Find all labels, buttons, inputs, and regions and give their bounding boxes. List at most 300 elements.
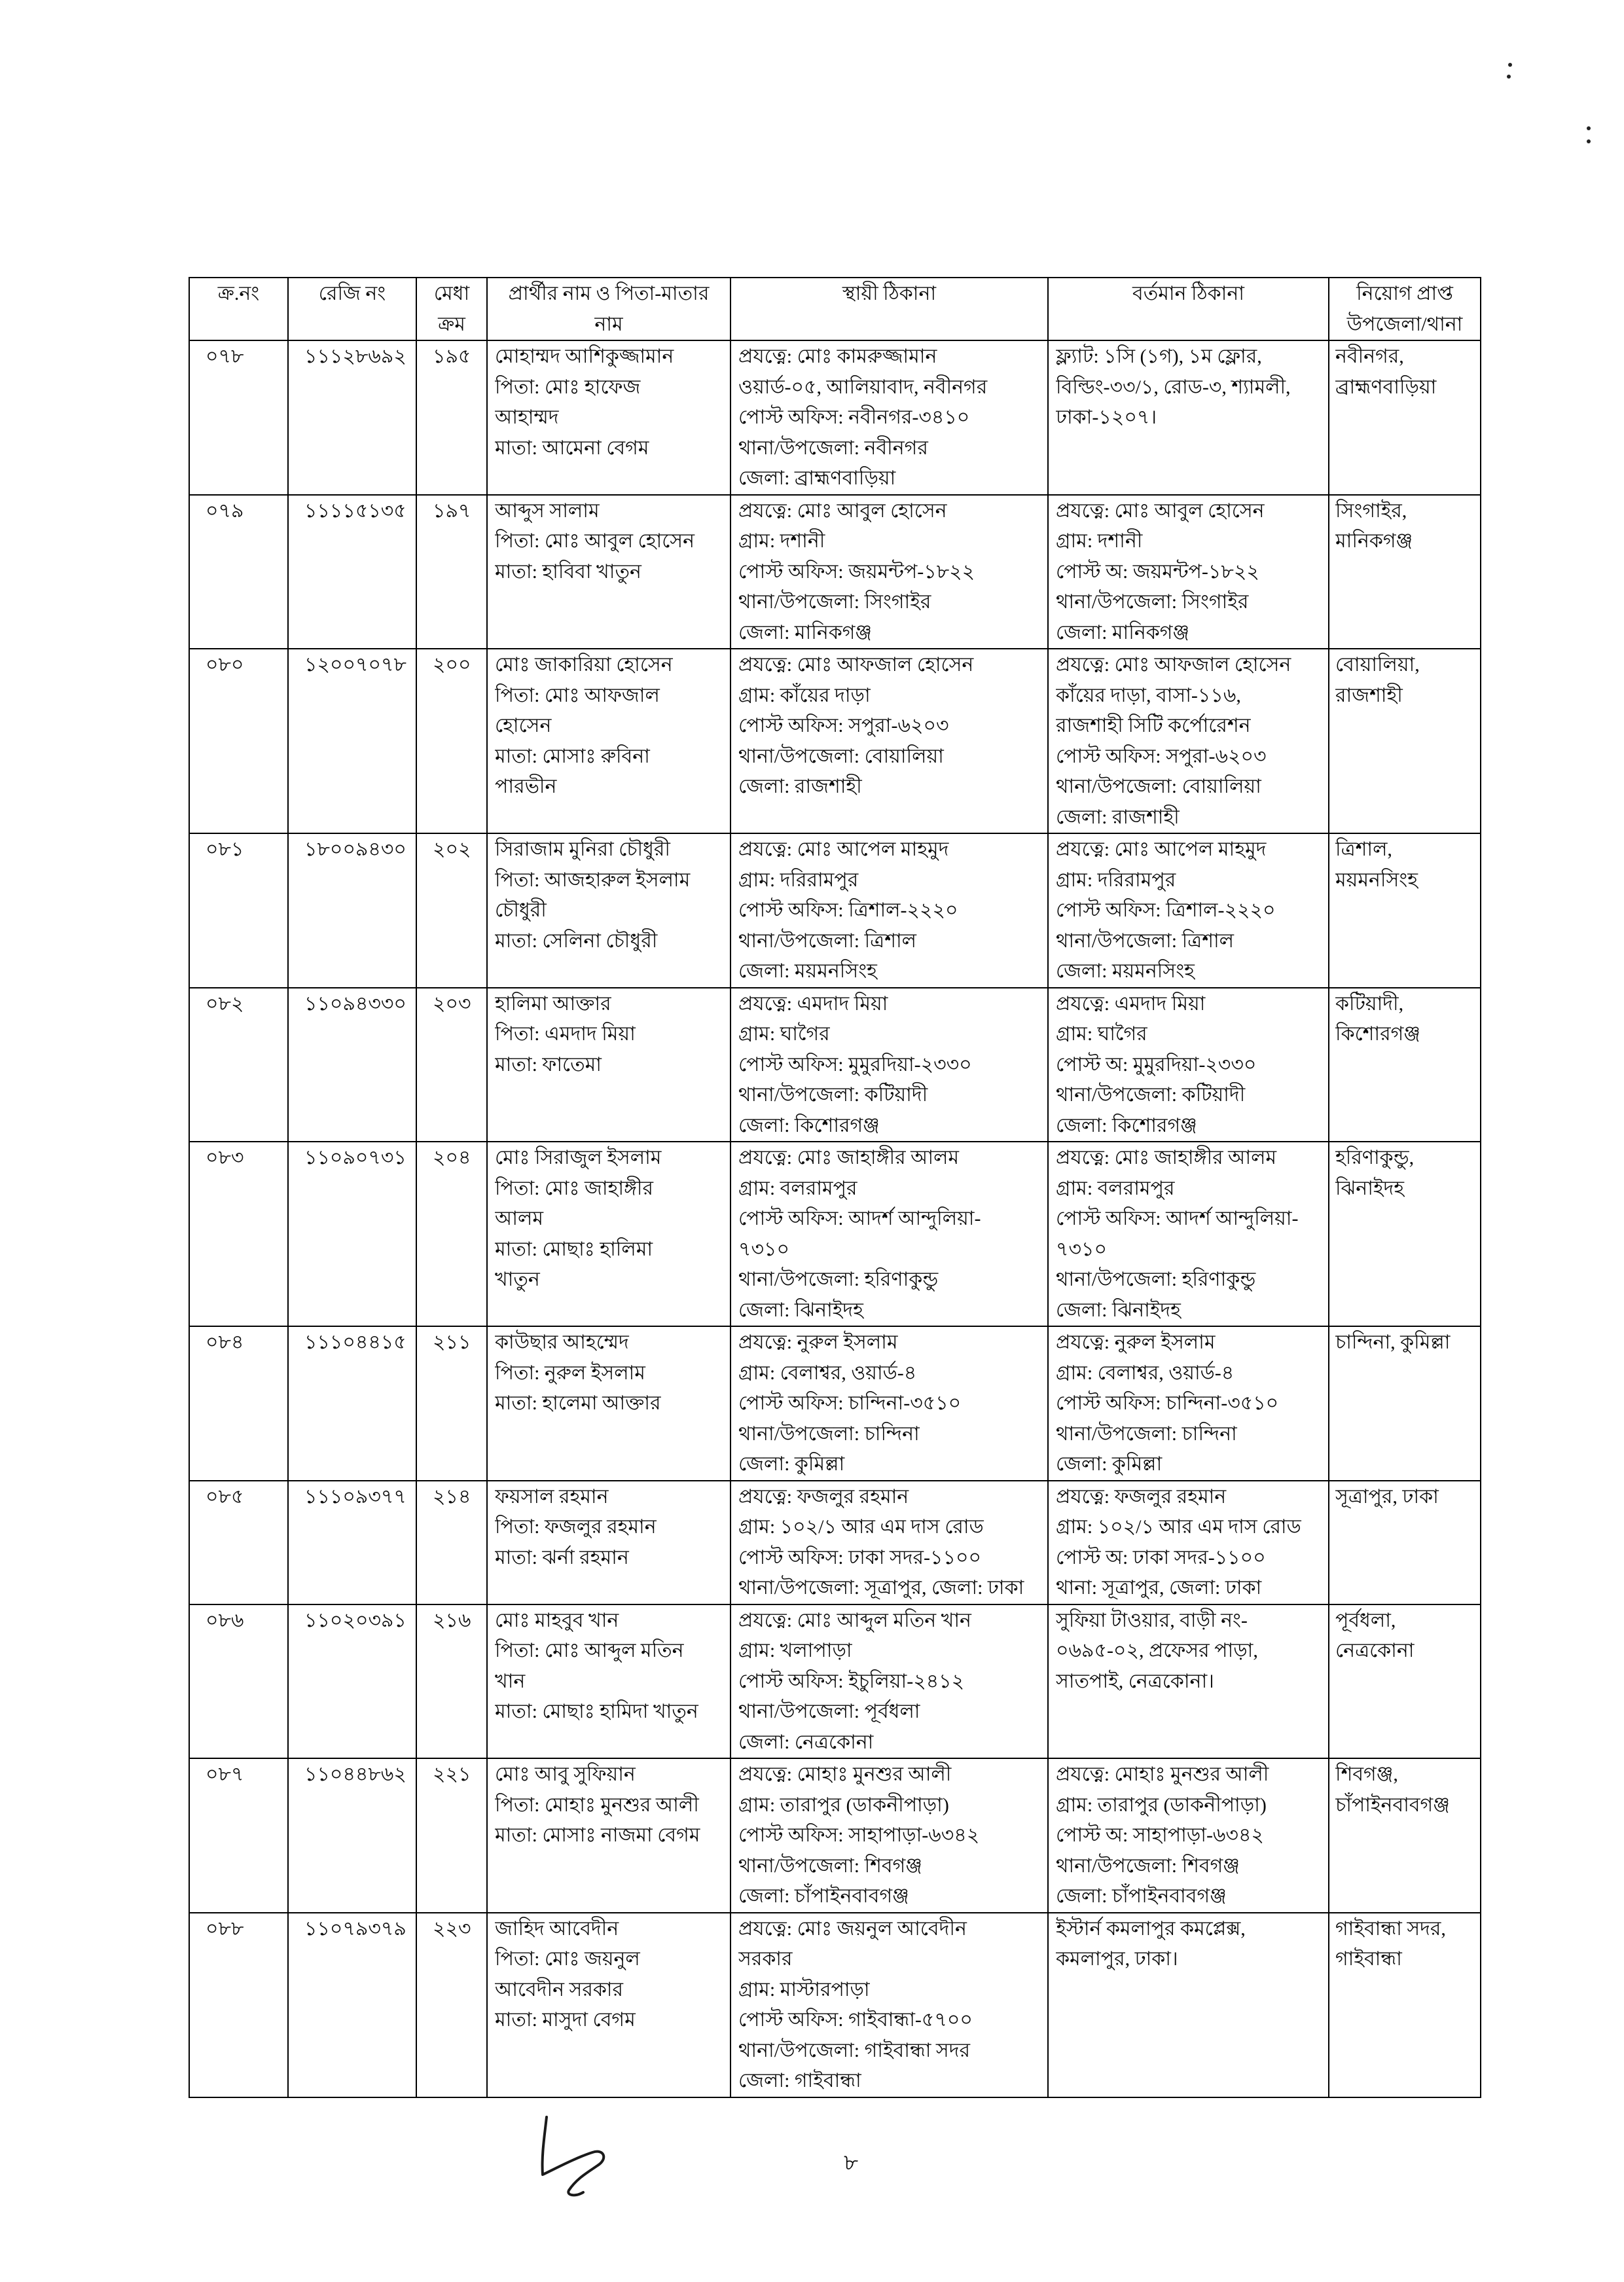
cell-line: পিতা: মোঃ জাহাঙ্গীর xyxy=(495,1177,653,1199)
cell-line: প্রযত্নে: এমদাদ মিয়া xyxy=(738,992,888,1015)
permanent-address-cell xyxy=(731,1326,1048,1481)
cell-line: প্রযত্নে: মোহাঃ মুনশুর আলী xyxy=(1056,1764,1269,1785)
merit-rank-cell xyxy=(416,988,487,1142)
cell-line: পোস্ট অফিস: ত্রিশাল-২২২০ xyxy=(1056,899,1276,921)
cell-line: প্রযত্নে: এমদাদ মিয়া xyxy=(1056,992,1206,1015)
merit-rank-cell xyxy=(416,1481,487,1604)
header-line: বর্তমান ঠিকানা xyxy=(1132,283,1244,304)
cell-line: কটিয়াদী, xyxy=(1335,992,1404,1015)
cell-line: ০৮৬ xyxy=(206,1609,244,1631)
cell-line: থানা/উপজেলা: শিবগঞ্জ xyxy=(738,1855,922,1877)
cell-line: থানা/উপজেলা: পূর্বধলা xyxy=(738,1701,920,1722)
table-header-row xyxy=(189,278,1481,340)
candidate-name-cell xyxy=(487,1142,731,1326)
cell-line: থানা/উপজেলা: সিংগাইর xyxy=(1056,591,1249,613)
posting-upazila-cell xyxy=(1329,340,1481,495)
cell-line: থানা/উপজেলা: বোয়ালিয়া xyxy=(1056,776,1261,797)
permanent-address-cell xyxy=(731,1758,1048,1913)
cell-line: জেলা: ব্রাহ্মণবাড়িয়া xyxy=(738,467,896,489)
cell-line: পোস্ট অফিস: আদর্শ আন্দুলিয়া- xyxy=(1056,1208,1299,1229)
table-row xyxy=(189,988,1481,1142)
candidate-name-cell xyxy=(487,1481,731,1604)
cell-line: ২০০ xyxy=(433,654,471,676)
cell-line: পোস্ট অফিস: নবীনগর-৩৪১০ xyxy=(738,407,970,428)
cell-line: পোস্ট অ: জয়মন্টপ-১৮২২ xyxy=(1056,560,1259,583)
cell-line: ০৬৯৫-০২, প্রফেসর পাড়া, xyxy=(1056,1640,1258,1661)
cell-line: ৭৩১০ xyxy=(738,1238,789,1260)
present-address-cell xyxy=(1048,1142,1329,1326)
serial-number-cell xyxy=(189,1913,288,2097)
permanent-address-cell xyxy=(731,495,1048,649)
posting-upazila-cell xyxy=(1329,1326,1481,1481)
cell-line: থানা/উপজেলা: শিবগঞ্জ xyxy=(1056,1855,1240,1877)
cell-line: ২০৪ xyxy=(433,1147,471,1168)
table-row xyxy=(189,340,1481,495)
cell-line: জেলা: রাজশাহী xyxy=(1056,806,1180,828)
cell-line: প্রযত্নে: মোঃ আপেল মাহমুদ xyxy=(738,839,949,860)
serial-number-cell xyxy=(189,340,288,495)
cell-line: আহাম্মদ xyxy=(495,407,559,428)
cell-line: প্রযত্নে: মোঃ আবুল হোসেন xyxy=(1056,499,1265,522)
merit-rank-cell xyxy=(416,1913,487,2097)
merit-rank-cell xyxy=(416,1326,487,1481)
merit-rank-cell xyxy=(416,1758,487,1913)
serial-number-cell xyxy=(189,1326,288,1481)
candidate-name-cell xyxy=(487,833,731,988)
cell-line: জেলা: চাঁপাইনবাবগঞ্জ xyxy=(1056,1885,1227,1907)
cell-line: জেলা: কুমিল্লা xyxy=(1056,1453,1163,1475)
merit-rank-cell xyxy=(416,1604,487,1759)
cell-line: খান xyxy=(495,1670,526,1692)
cell-line: প্রযত্নে: মোঃ আপেল মাহমুদ xyxy=(1056,839,1267,860)
present-address-cell xyxy=(1048,495,1329,649)
cell-line: গ্রাম: তারাপুর (ডাকনীপাড়া) xyxy=(1056,1794,1267,1816)
header-line: মেধা xyxy=(433,283,470,304)
cell-line: পিতা: আজহারুল ইসলাম xyxy=(495,869,691,891)
cell-line: পোস্ট অফিস: জয়মন্টপ-১৮২২ xyxy=(738,560,975,583)
cell-line: শিবগঞ্জ, xyxy=(1335,1764,1398,1785)
present-address-cell xyxy=(1048,1604,1329,1759)
cell-line: পোস্ট অফিস: ইচুলিয়া-২৪১২ xyxy=(738,1670,965,1692)
cell-line: ফয়সাল রহমান xyxy=(495,1485,609,1508)
serial-number-cell xyxy=(189,1604,288,1759)
registration-number-cell xyxy=(288,1604,416,1759)
cell-line: থানা/উপজেলা: ত্রিশাল xyxy=(1056,930,1235,952)
cell-line: পোস্ট অফিস: গাইবান্ধা-৫৭০০ xyxy=(738,2009,973,2031)
serial-number-cell xyxy=(189,495,288,649)
header-merit-rank xyxy=(416,278,487,340)
cell-line: খাতুন xyxy=(495,1269,540,1290)
header-posting-upazila xyxy=(1329,278,1481,340)
candidate-name-cell xyxy=(487,495,731,649)
scan-mark xyxy=(1587,126,1591,130)
cell-line: থানা/উপজেলা: কটিয়াদী xyxy=(738,1084,928,1106)
scan-mark xyxy=(1587,139,1591,143)
cell-line: বোয়ালিয়া, xyxy=(1335,654,1420,676)
cell-line: মাতা: ঝর্না রহমান xyxy=(495,1546,629,1568)
cell-line: ০৭৮ xyxy=(206,346,244,367)
cell-line: গ্রাম: খলাপাড়া xyxy=(738,1640,852,1661)
cell-line: পিতা: মোঃ আফজাল xyxy=(495,684,660,706)
merit-rank-cell xyxy=(416,340,487,495)
registration-number-cell xyxy=(288,495,416,649)
table-row xyxy=(189,1326,1481,1481)
candidate-name-cell xyxy=(487,1758,731,1913)
cell-line: ০৮৩ xyxy=(206,1147,244,1168)
registration-number-cell xyxy=(288,833,416,988)
scan-mark xyxy=(1508,63,1512,67)
cell-line: প্রযত্নে: মোঃ আফজাল হোসেন xyxy=(1056,654,1291,676)
cell-line: আব্দুস সালাম xyxy=(495,499,600,522)
cell-line: জেলা: মানিকগঞ্জ xyxy=(738,621,873,643)
cell-line: চান্দিনা, কুমিল্লা xyxy=(1335,1331,1451,1353)
cell-line: ১১১২৮৬৯২ xyxy=(304,346,406,367)
present-address-cell xyxy=(1048,833,1329,988)
cell-line: প্রযত্নে: মোঃ আব্দুল মতিন খান xyxy=(738,1609,971,1631)
cell-line: পোস্ট অফিস: সপুরা-৬২০৩ xyxy=(738,715,949,736)
cell-line: পোস্ট অফিস: সপুরা-৬২০৩ xyxy=(1056,745,1267,767)
cell-line: গ্রাম: ১০২/১ আর এম দাস রোড xyxy=(1056,1516,1301,1538)
cell-line: সিরাজাম মুনিরা চৌধুরী xyxy=(495,839,670,860)
cell-line: ২১৬ xyxy=(433,1609,471,1631)
cell-line: থানা/উপজেলা: হরিণাকুন্ডু xyxy=(1056,1269,1256,1290)
cell-line: ০৮৪ xyxy=(206,1331,244,1353)
cell-line: জেলা: চাঁপাইনবাবগঞ্জ xyxy=(738,1885,909,1907)
candidate-name-cell xyxy=(487,1326,731,1481)
cell-line: মোহাম্মদ আশিকুজ্জামান xyxy=(495,346,674,367)
cell-line: পিতা: মোঃ আবুল হোসেন xyxy=(495,530,695,552)
cell-line: প্রযত্নে: নুরুল ইসলাম xyxy=(738,1331,898,1353)
header-line: স্থায়ী ঠিকানা xyxy=(842,283,937,304)
header-line: নিয়োগ প্রাপ্ত xyxy=(1356,283,1453,304)
cell-line: গ্রাম: কাঁয়ের দাড়া xyxy=(738,684,871,706)
cell-line: মোঃ সিরাজুল ইসলাম xyxy=(495,1147,662,1168)
present-address-cell xyxy=(1048,649,1329,833)
cell-line: প্রযত্নে: মোঃ জাহাঙ্গীর আলম xyxy=(1056,1147,1277,1168)
posting-upazila-cell xyxy=(1329,1758,1481,1913)
cell-line: কাউছার আহম্মেদ xyxy=(495,1331,629,1353)
cell-line: পিতা: এমদাদ মিয়া xyxy=(495,1023,636,1045)
cell-line: মানিকগঞ্জ xyxy=(1335,530,1413,552)
cell-line: গ্রাম: বলরামপুর xyxy=(738,1177,857,1199)
cell-line: আলম xyxy=(495,1208,544,1229)
cell-line: ০৮০ xyxy=(206,654,244,676)
merit-rank-cell xyxy=(416,1142,487,1326)
cell-line: ০৮৭ xyxy=(206,1764,244,1785)
cell-line: প্রযত্নে: মোঃ কামরুজ্জামান xyxy=(738,346,937,367)
cell-line: ১৮০০৯৪৩০ xyxy=(304,839,406,860)
header-serial-number xyxy=(189,278,288,340)
cell-line: ২১১ xyxy=(433,1331,471,1353)
cell-line: জেলা: মানিকগঞ্জ xyxy=(1056,621,1190,643)
cell-line: ঝিনাইদহ xyxy=(1335,1177,1405,1199)
page-number: ৮ xyxy=(843,2151,859,2175)
cell-line: মাতা: সেলিনা চৌধুরী xyxy=(495,930,658,952)
cell-line: পূর্বধলা, xyxy=(1335,1609,1396,1631)
cell-line: ১১১১৫১৩৫ xyxy=(304,499,406,522)
cell-line: গ্রাম: ১০২/১ আর এম দাস রোড xyxy=(738,1516,984,1538)
cell-line: জেলা: কুমিল্লা xyxy=(738,1453,845,1475)
table-body xyxy=(189,340,1481,2097)
table-row xyxy=(189,1913,1481,2097)
header-line: উপজেলা/থানা xyxy=(1346,313,1463,335)
cell-line: গ্রাম: মাস্টারপাড়া xyxy=(738,1978,870,2001)
cell-line: গ্রাম: দরিরামপুর xyxy=(1056,869,1176,891)
cell-line: কিশোরগঞ্জ xyxy=(1335,1023,1420,1045)
cell-line: গ্রাম: বেলাশ্বর, ওয়ার্ড-৪ xyxy=(738,1362,917,1384)
cell-line: সুফিয়া টাওয়ার, বাড়ী নং- xyxy=(1056,1609,1248,1631)
cell-line: ১১০৯৪৩৩০ xyxy=(304,992,406,1015)
cell-line: ময়মনসিংহ xyxy=(1335,869,1418,891)
cell-line: ব্রাহ্মণবাড়িয়া xyxy=(1335,376,1437,398)
serial-number-cell xyxy=(189,1142,288,1326)
cell-line: ১১০৪৪৮৬২ xyxy=(304,1764,406,1785)
header-candidate-name xyxy=(487,278,731,340)
table-row xyxy=(189,1604,1481,1759)
cell-line: ঢাকা-১২০৭। xyxy=(1056,407,1157,428)
cell-line: গাইবান্ধা xyxy=(1335,1948,1402,1970)
cell-line: পিতা: মোহাঃ মুনশুর আলী xyxy=(495,1794,699,1816)
registration-number-cell xyxy=(288,649,416,833)
candidate-list-table xyxy=(189,277,1481,2098)
header-line: ক্র.নং xyxy=(217,283,260,304)
cell-line: জেলা: কিশোরগঞ্জ xyxy=(1056,1114,1197,1136)
serial-number-cell xyxy=(189,1758,288,1913)
cell-line: প্রযত্নে: মোঃ আফজাল হোসেন xyxy=(738,654,974,676)
present-address-cell xyxy=(1048,988,1329,1142)
registration-number-cell xyxy=(288,1142,416,1326)
cell-line: প্রযত্নে: নুরুল ইসলাম xyxy=(1056,1331,1216,1353)
merit-rank-cell xyxy=(416,495,487,649)
cell-line: হালিমা আক্তার xyxy=(495,992,611,1015)
cell-line: জেলা: ঝিনাইদহ xyxy=(1056,1299,1181,1321)
cell-line: মাতা: আমেনা বেগম xyxy=(495,437,649,459)
cell-line: ১৯৭ xyxy=(433,499,471,522)
cell-line: ০৮২ xyxy=(206,992,244,1015)
cell-line: সিংগাইর, xyxy=(1335,499,1407,522)
registration-number-cell xyxy=(288,1913,416,2097)
cell-line: থানা/উপজেলা: নবীনগর xyxy=(738,437,928,459)
cell-line: গ্রাম: বলরামপুর xyxy=(1056,1177,1175,1199)
cell-line: মোঃ মাহবুব খান xyxy=(495,1609,619,1631)
cell-line: ০৭৯ xyxy=(206,499,244,522)
cell-line: ২২৩ xyxy=(433,1917,471,1940)
cell-line: ০৮৫ xyxy=(206,1485,244,1508)
cell-line: চাঁপাইনবাবগঞ্জ xyxy=(1335,1794,1450,1816)
cell-line: পোস্ট অফিস: সাহাপাড়া-৬৩৪২ xyxy=(738,1824,980,1846)
table-row xyxy=(189,495,1481,649)
cell-line: সরকার xyxy=(738,1948,793,1970)
present-address-cell xyxy=(1048,1758,1329,1913)
registration-number-cell xyxy=(288,1758,416,1913)
cell-line: পোস্ট অফিস: আদর্শ আন্দুলিয়া- xyxy=(738,1208,981,1229)
cell-line: জেলা: ঝিনাইদহ xyxy=(738,1299,863,1321)
cell-line: হোসেন xyxy=(495,715,552,736)
table-row xyxy=(189,1142,1481,1326)
cell-line: পোস্ট অফিস: চান্দিনা-৩৫১০ xyxy=(738,1392,962,1414)
candidate-name-cell xyxy=(487,988,731,1142)
posting-upazila-cell xyxy=(1329,649,1481,833)
table-row xyxy=(189,1481,1481,1604)
cell-line: ২০২ xyxy=(433,839,471,860)
table-row xyxy=(189,833,1481,988)
present-address-cell xyxy=(1048,1913,1329,2097)
cell-line: নবীনগর, xyxy=(1335,346,1404,367)
cell-line: থানা/উপজেলা: চান্দিনা xyxy=(1056,1422,1237,1445)
header-line: ক্রম xyxy=(438,313,465,335)
header-line: রেজি নং xyxy=(318,283,386,304)
cell-line: ১১০২০৩৯১ xyxy=(304,1609,406,1631)
cell-line: পোস্ট অফিস: ঢাকা সদর-১১০০ xyxy=(738,1546,981,1568)
header-permanent-address xyxy=(731,278,1048,340)
cell-line: চৌধুরী xyxy=(495,899,547,921)
permanent-address-cell xyxy=(731,1604,1048,1759)
permanent-address-cell xyxy=(731,340,1048,495)
cell-line: কাঁয়ের দাড়া, বাসা-১১৬, xyxy=(1056,684,1241,706)
present-address-cell xyxy=(1048,340,1329,495)
cell-line: পোস্ট অ: ঢাকা সদর-১১০০ xyxy=(1056,1546,1266,1568)
cell-line: থানা/উপজেলা: হরিণাকুন্ডু xyxy=(738,1269,939,1290)
cell-line: রাজশাহী সিটি কর্পোরেশন xyxy=(1056,715,1251,736)
cell-line: পিতা: মোঃ আব্দুল মতিন xyxy=(495,1640,684,1661)
candidate-name-cell xyxy=(487,1913,731,2097)
cell-line: প্রযত্নে: মোঃ আবুল হোসেন xyxy=(738,499,947,522)
cell-line: পোস্ট অফিস: ত্রিশাল-২২২০ xyxy=(738,899,958,921)
cell-line: মাতা: মোছাঃ হালিমা xyxy=(495,1238,653,1260)
cell-line: মাতা: হালেমা আক্তার xyxy=(495,1392,661,1414)
posting-upazila-cell xyxy=(1329,833,1481,988)
posting-upazila-cell xyxy=(1329,988,1481,1142)
candidate-name-cell xyxy=(487,649,731,833)
cell-line: জাহিদ আবেদীন xyxy=(495,1917,619,1940)
cell-line: পোস্ট অ: সাহাপাড়া-৬৩৪২ xyxy=(1056,1824,1264,1846)
cell-line: ০৮৮ xyxy=(206,1917,244,1940)
candidate-name-cell xyxy=(487,340,731,495)
cell-line: থানা/উপজেলা: বোয়ালিয়া xyxy=(738,745,944,767)
cell-line: গ্রাম: দশানী xyxy=(738,530,825,552)
present-address-cell xyxy=(1048,1326,1329,1481)
cell-line: আবেদীন সরকার xyxy=(495,1978,624,2001)
cell-line: ২১৪ xyxy=(433,1485,471,1508)
cell-line: গ্রাম: দরিরামপুর xyxy=(738,869,859,891)
cell-line: মোঃ আবু সুফিয়ান xyxy=(495,1764,636,1785)
cell-line: ১১০৯০৭৩১ xyxy=(304,1147,406,1168)
cell-line: গ্রাম: তারাপুর (ডাকনীপাড়া) xyxy=(738,1794,949,1816)
cell-line: ০৮১ xyxy=(206,839,244,860)
cell-line: নেত্রকোনা xyxy=(1335,1640,1415,1661)
cell-line: ১১১০৯৩৭৭ xyxy=(304,1485,406,1508)
cell-line: পোস্ট অফিস: মুমুরদিয়া-২৩৩০ xyxy=(738,1053,972,1076)
cell-line: মাতা: মোসাঃ রুবিনা xyxy=(495,745,650,767)
cell-line: জেলা: গাইবান্ধা xyxy=(738,2070,861,2092)
cell-line: ১১০৭৯৩৭৯ xyxy=(304,1917,406,1940)
permanent-address-cell xyxy=(731,1142,1048,1326)
cell-line: হরিণাকুন্ডু, xyxy=(1335,1147,1415,1168)
cell-line: প্রযত্নে: ফজলুর রহমান xyxy=(1056,1485,1227,1508)
present-address-cell xyxy=(1048,1481,1329,1604)
cell-line: সূত্রাপুর, ঢাকা xyxy=(1335,1485,1439,1508)
table-row xyxy=(189,1758,1481,1913)
permanent-address-cell xyxy=(731,833,1048,988)
cell-line: মোঃ জাকারিয়া হোসেন xyxy=(495,654,673,676)
cell-line: মাতা: মোছাঃ হামিদা খাতুন xyxy=(495,1701,698,1722)
permanent-address-cell xyxy=(731,988,1048,1142)
cell-line: গ্রাম: ঘাগৈর xyxy=(1056,1023,1147,1045)
cell-line: ৭৩১০ xyxy=(1056,1238,1107,1260)
cell-line: জেলা: রাজশাহী xyxy=(738,776,862,797)
cell-line: জেলা: ময়মনসিংহ xyxy=(738,960,877,982)
posting-upazila-cell xyxy=(1329,1604,1481,1759)
header-line: প্রার্থীর নাম ও পিতা-মাতার xyxy=(508,283,710,304)
cell-line: মাতা: মাসুদা বেগম xyxy=(495,2009,636,2031)
serial-number-cell xyxy=(189,1481,288,1604)
posting-upazila-cell xyxy=(1329,1481,1481,1604)
cell-line: ১৯৫ xyxy=(433,346,471,367)
posting-upazila-cell xyxy=(1329,1913,1481,2097)
cell-line: প্রযত্নে: মোহাঃ মুনশুর আলী xyxy=(738,1764,952,1785)
cell-line: প্রযত্নে: ফজলুর রহমান xyxy=(738,1485,909,1508)
cell-line: ২২১ xyxy=(433,1764,471,1785)
cell-line: গাইবান্ধা সদর, xyxy=(1335,1917,1446,1940)
cell-line: প্রযত্নে: মোঃ জয়নুল আবেদীন xyxy=(738,1917,967,1940)
permanent-address-cell xyxy=(731,1913,1048,2097)
registration-number-cell xyxy=(288,340,416,495)
cell-line: মাতা: মোসাঃ নাজমা বেগম xyxy=(495,1824,700,1846)
cell-line: ১১১০৪৪১৫ xyxy=(304,1331,406,1353)
serial-number-cell xyxy=(189,649,288,833)
cell-line: মাতা: হাবিবা খাতুন xyxy=(495,560,641,583)
cell-line: থানা/উপজেলা: ত্রিশাল xyxy=(738,930,917,952)
registration-number-cell xyxy=(288,988,416,1142)
cell-line: বিল্ডিং-৩৩/১, রোড-৩, শ্যামলী, xyxy=(1056,376,1291,398)
cell-line: ওয়ার্ড-০৫, আলিয়াবাদ, নবীনগর xyxy=(738,376,988,398)
cell-line: থানা/উপজেলা: কটিয়াদী xyxy=(1056,1084,1246,1106)
cell-line: ফ্ল্যাট: ১সি (১গ), ১ম ফ্লোর, xyxy=(1056,346,1262,367)
cell-line: পোস্ট অ: মুমুরদিয়া-২৩৩০ xyxy=(1056,1053,1257,1076)
cell-line: ২০৩ xyxy=(433,992,471,1015)
cell-line: জেলা: নেত্রকোনা xyxy=(738,1731,874,1753)
cell-line: জেলা: ময়মনসিংহ xyxy=(1056,960,1195,982)
cell-line: থানা: সূত্রাপুর, জেলা: ঢাকা xyxy=(1056,1577,1262,1599)
header-registration-number xyxy=(288,278,416,340)
cell-line: থানা/উপজেলা: গাইবান্ধা সদর xyxy=(738,2039,970,2061)
merit-rank-cell xyxy=(416,833,487,988)
header-line: নাম xyxy=(594,313,623,335)
registration-number-cell xyxy=(288,1481,416,1604)
merit-rank-cell xyxy=(416,649,487,833)
permanent-address-cell xyxy=(731,649,1048,833)
cell-line: গ্রাম: ঘাগৈর xyxy=(738,1023,830,1045)
serial-number-cell xyxy=(189,988,288,1142)
permanent-address-cell xyxy=(731,1481,1048,1604)
handwritten-signature xyxy=(527,2109,625,2207)
cell-line: গ্রাম: বেলাশ্বর, ওয়ার্ড-৪ xyxy=(1056,1362,1235,1384)
registration-number-cell xyxy=(288,1326,416,1481)
cell-line: সাতপাই, নেত্রকোনা। xyxy=(1056,1670,1214,1692)
cell-line: থানা/উপজেলা: চান্দিনা xyxy=(738,1422,920,1445)
header-present-address xyxy=(1048,278,1329,340)
posting-upazila-cell xyxy=(1329,1142,1481,1326)
cell-line: জেলা: কিশোরগঞ্জ xyxy=(738,1114,880,1136)
posting-upazila-cell xyxy=(1329,495,1481,649)
cell-line: প্রযত্নে: মোঃ জাহাঙ্গীর আলম xyxy=(738,1147,960,1168)
cell-line: রাজশাহী xyxy=(1335,684,1403,706)
cell-line: ১২০০৭০৭৮ xyxy=(304,654,406,676)
cell-line: পারভীন xyxy=(495,776,557,797)
candidate-name-cell xyxy=(487,1604,731,1759)
cell-line: মাতা: ফাতেমা xyxy=(495,1053,602,1076)
cell-line: ত্রিশাল, xyxy=(1335,839,1392,860)
